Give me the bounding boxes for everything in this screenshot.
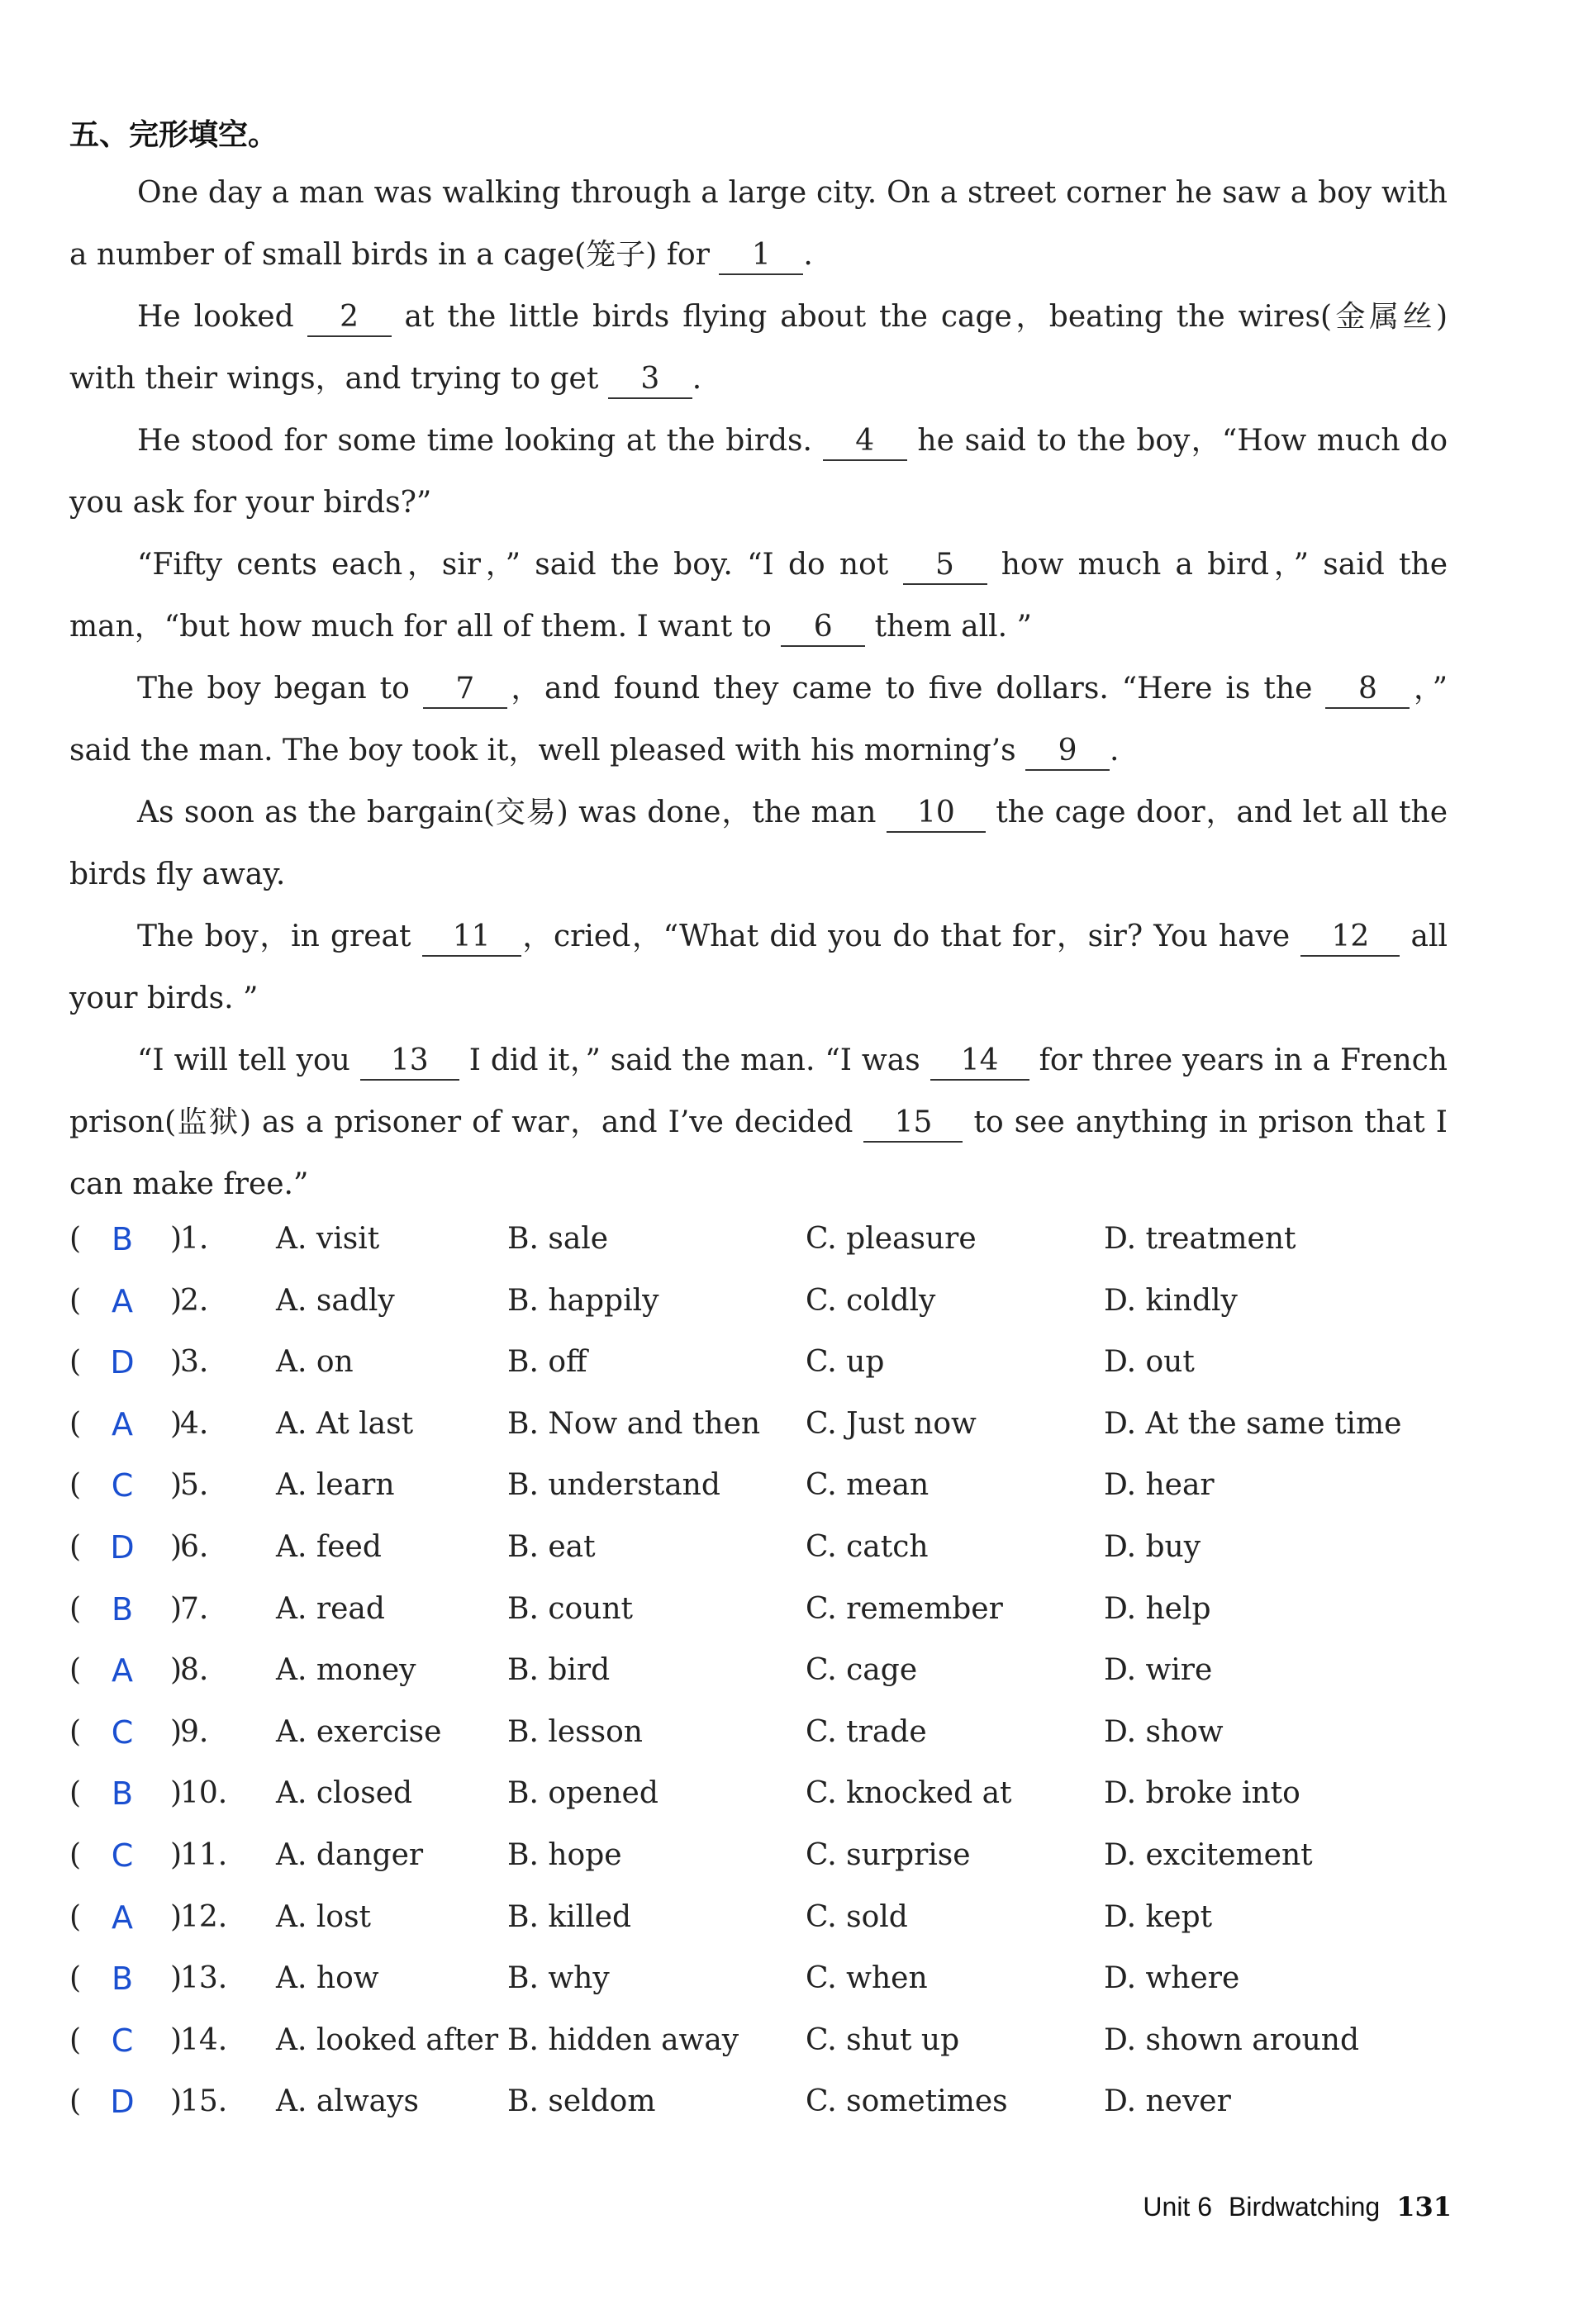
question-number: 6.: [180, 1529, 209, 1564]
option-b: B. understand: [507, 1468, 720, 1503]
option-b: B. seldom: [507, 2084, 656, 2119]
question-row: ( B ) 1. A. visit B. sale C. pleasure D. treatment: [69, 1214, 1474, 1276]
option-c: C. up: [806, 1345, 885, 1380]
footer-unit: Unit 6: [1143, 2192, 1212, 2222]
option-c: C. knocked at: [806, 1776, 1012, 1811]
question-row: ( A ) 2. A. sadly B. happily C. coldly D. kindly: [69, 1276, 1474, 1338]
answer-mark: A: [112, 1652, 133, 1690]
option-c: C. mean: [806, 1468, 930, 1503]
option-c: C. coldly: [806, 1283, 936, 1318]
paragraph-5: The boy began to 7 ，and found they came to five dollars. “Here is the 8 ，” said the man. The boy took it，well pleased with his morning’s 9 .: [69, 658, 1448, 782]
option-d: D. buy: [1104, 1529, 1201, 1564]
answer-mark: A: [112, 1405, 133, 1442]
option-c: C. surprise: [806, 1837, 971, 1872]
blank-14: 14: [930, 1043, 1029, 1081]
option-d: D. shown around: [1104, 2022, 1360, 2057]
question-number: 13.: [180, 1961, 228, 1996]
option-c: C. Just now: [806, 1406, 977, 1441]
option-c: C. shut up: [806, 2022, 960, 2057]
option-a: A. always: [276, 2084, 419, 2119]
option-b: B. bird: [507, 1653, 611, 1688]
paragraph-3: He stood for some time looking at the birds. 4 he said to the boy，“How much do you ask for your birds?”: [69, 424, 1448, 520]
paragraph-6: As soon as the bargain(交易) was done，the man 10 the cage door，and let all the birds fly away.: [69, 796, 1448, 891]
question-number: 8.: [180, 1653, 209, 1688]
answer-mark: C: [111, 1713, 134, 1751]
question-number: 9.: [180, 1714, 209, 1749]
blank-10: 10: [887, 795, 986, 833]
answer-mark: D: [110, 1528, 135, 1566]
question-row: ( D ) 15. A. always B. seldom C. sometimes D. never: [69, 2077, 1474, 2139]
option-a: A. sadly: [276, 1283, 395, 1318]
blank-4: 4: [823, 423, 907, 461]
option-c: C. pleasure: [806, 1222, 977, 1256]
question-number: 14.: [180, 2022, 228, 2057]
option-b: B. sale: [507, 1222, 609, 1256]
answer-mark: D: [110, 2084, 135, 2121]
question-number: 4.: [180, 1406, 209, 1441]
option-c: C. remember: [806, 1591, 1003, 1626]
question-row: ( C ) 11. A. danger B. hope C. surprise D. excitement: [69, 1831, 1474, 1893]
blank-3: 3: [608, 361, 692, 399]
question-number: 3.: [180, 1345, 209, 1380]
option-d: D. broke into: [1104, 1776, 1300, 1811]
answer-mark: A: [112, 1899, 133, 1936]
question-number: 11.: [180, 1837, 228, 1872]
footer-topic: Birdwatching: [1229, 2192, 1381, 2222]
paragraph-2: He looked 2 at the little birds flying about the cage，beating the wires(金属丝) with their wings，and trying to get 3 .: [69, 286, 1448, 410]
option-d: D. At the same time: [1104, 1406, 1402, 1441]
option-b: B. killed: [507, 1899, 632, 1934]
option-c: C. catch: [806, 1529, 929, 1564]
option-d: D. never: [1104, 2084, 1231, 2119]
option-d: D. out: [1104, 1345, 1195, 1380]
option-b: B. why: [507, 1961, 610, 1996]
blank-2: 2: [307, 299, 392, 337]
blank-8: 8: [1325, 671, 1410, 709]
question-number: 10.: [180, 1776, 228, 1811]
answer-mark: C: [111, 1467, 134, 1504]
option-a: A. money: [276, 1653, 416, 1688]
option-b: B. Now and then: [507, 1406, 761, 1441]
answer-mark: A: [112, 1282, 133, 1319]
option-a: A. how: [276, 1961, 379, 1996]
answer-mark: C: [111, 1837, 134, 1874]
option-c: C. cage: [806, 1653, 918, 1688]
question-row: ( A ) 8. A. money B. bird C. cage D. wire: [69, 1646, 1474, 1708]
option-b: B. hidden away: [507, 2022, 739, 2057]
option-b: B. off: [507, 1345, 587, 1380]
answer-mark: B: [111, 1960, 134, 1998]
blank-1: 1: [719, 237, 803, 275]
answer-mark: C: [111, 2022, 134, 2059]
blank-13: 13: [360, 1043, 459, 1081]
answer-options: [69, 1214, 1474, 2139]
answer-mark: B: [111, 1590, 134, 1628]
option-a: A. feed: [276, 1529, 382, 1564]
option-b: B. happily: [507, 1283, 659, 1318]
question-number: 12.: [180, 1899, 228, 1934]
option-c: C. trade: [806, 1714, 927, 1749]
option-a: A. At last: [276, 1406, 414, 1441]
question-row: ( A ) 12. A. lost B. killed C. sold D. kept: [69, 1893, 1474, 1955]
question-number: 5.: [180, 1468, 209, 1503]
paragraph-8: “I will tell you 13 I did it，” said the man. “I was 14 for three years in a French prison(监狱) as a prisoner of war，and I’ve decided 15 to see anything in prison that I can make free.”: [69, 1043, 1448, 1201]
question-row: ( B ) 7. A. read B. count C. remember D. help: [69, 1585, 1474, 1647]
question-row: ( C ) 14. A. looked after B. hidden away C. shut up D. shown around: [69, 2016, 1474, 2078]
question-row: ( D ) 6. A. feed B. eat C. catch D. buy: [69, 1523, 1474, 1585]
question-number: 2.: [180, 1283, 209, 1318]
blank-5: 5: [903, 547, 987, 585]
question-row: ( D ) 3. A. on B. off C. up D. out: [69, 1338, 1474, 1400]
option-d: D. kindly: [1104, 1283, 1238, 1318]
blank-11: 11: [422, 919, 521, 957]
option-b: B. lesson: [507, 1714, 643, 1749]
answer-mark: B: [111, 1775, 134, 1813]
option-a: A. lost: [276, 1899, 372, 1934]
paragraph-7: The boy，in great 11 ，cried，“What did you do that for，sir? You have 12 all your birds. ”: [69, 920, 1448, 1015]
option-d: D. show: [1104, 1714, 1224, 1749]
question-row: ( B ) 10. A. closed B. opened C. knocked at D. broke into: [69, 1769, 1474, 1831]
option-a: A. on: [276, 1345, 354, 1380]
question-row: ( C ) 9. A. exercise B. lesson C. trade D. show: [69, 1708, 1474, 1770]
paragraph-1: One day a man was walking through a large city. On a street corner he saw a boy with a number of small birds in a cage(笼子) for 1 .: [69, 162, 1448, 286]
option-b: B. count: [507, 1591, 634, 1626]
blank-7: 7: [423, 671, 507, 709]
question-row: ( B ) 13. A. how B. why C. when D. where: [69, 1954, 1474, 2016]
paragraph-4: “Fifty cents each，sir，” said the boy. “I do not 5 how much a bird，” said the man，“but how much for all of them. I want to 6 them all. ”: [69, 534, 1448, 658]
option-c: C. sometimes: [806, 2084, 1008, 2119]
option-d: D. kept: [1104, 1899, 1213, 1934]
question-row: ( A ) 4. A. At last B. Now and then C. Just now D. At the same time: [69, 1400, 1474, 1461]
option-a: A. danger: [276, 1837, 424, 1872]
option-d: D. wire: [1104, 1653, 1213, 1688]
option-a: A. looked after: [276, 2022, 499, 2057]
question-row: ( C ) 5. A. learn B. understand C. mean D. hear: [69, 1461, 1474, 1523]
option-a: A. learn: [276, 1468, 395, 1503]
section-title: 五、完形填空。: [69, 118, 278, 152]
option-d: D. help: [1104, 1591, 1211, 1626]
question-number: 1.: [180, 1222, 209, 1256]
option-c: C. when: [806, 1961, 928, 1996]
blank-12: 12: [1300, 919, 1400, 957]
cloze-passage: [69, 162, 1448, 1215]
option-d: D. where: [1104, 1961, 1240, 1996]
option-a: A. closed: [276, 1776, 413, 1811]
page-footer: [1143, 2191, 1452, 2222]
blank-6: 6: [781, 609, 865, 647]
option-d: D. hear: [1104, 1468, 1215, 1503]
page-number: 131: [1396, 2191, 1452, 2222]
option-a: A. visit: [276, 1222, 380, 1256]
blank-15: 15: [863, 1105, 963, 1143]
answer-mark: B: [111, 1221, 134, 1257]
option-b: B. hope: [507, 1837, 622, 1872]
question-number: 15.: [180, 2084, 228, 2119]
option-d: D. excitement: [1104, 1837, 1313, 1872]
question-number: 7.: [180, 1591, 209, 1626]
option-b: B. eat: [507, 1529, 596, 1564]
blank-9: 9: [1025, 733, 1110, 771]
option-d: D. treatment: [1104, 1222, 1296, 1256]
option-a: A. read: [276, 1591, 385, 1626]
answer-mark: D: [110, 1344, 135, 1381]
option-a: A. exercise: [276, 1714, 442, 1749]
option-b: B. opened: [507, 1776, 659, 1811]
option-c: C. sold: [806, 1899, 908, 1934]
